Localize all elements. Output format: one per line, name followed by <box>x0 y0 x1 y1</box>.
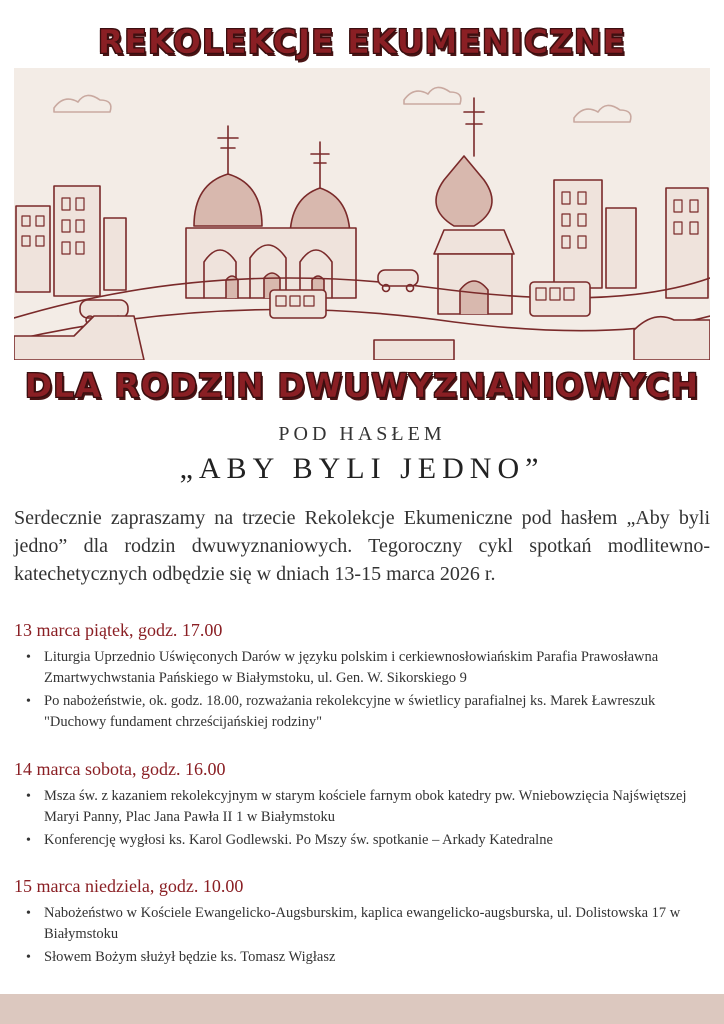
bullet-icon: • <box>26 694 31 709</box>
intro-paragraph: Serdecznie zapraszamy na trzecie Rekolekcje Ekumeniczne pod hasłem „Aby byli jedno” dla rodzin dwuwyznaniowych. Tegoroczny cykl spotkań modlitewno-katechetycznych odbędzie się w dniach 13-15 marca 2026 r. <box>14 507 710 585</box>
city-churches-illustration <box>14 68 710 360</box>
event-heading: 15 marca niedziela, godz. 10.00 <box>14 876 244 896</box>
list-item: • Msza św. z kazaniem rekolekcyjnym w starym kościele farnym obok katedry pw. Wniebowzięcia Najświętszej Maryi Panny, Plac Jana Pawła II 1 w Białymstoku <box>26 788 687 825</box>
list-item: • Nabożeństwo w Kościele Ewangelicko-Augsburskim, kaplica ewangelicko-augsburska, ul. Dolistowska 17 w Białymstoku <box>26 905 681 942</box>
event-heading: 13 marca piątek, godz. 17.00 <box>14 620 223 640</box>
motto-intro: POD HASŁEM <box>278 423 446 445</box>
poster-subheading: DLA RODZIN DWUWYZNANIOWYCH <box>24 366 700 405</box>
list-item: • Konferencję wygłosi ks. Karol Godlewski. Po Mszy św. spotkanie – Arkady Katedralne <box>44 830 710 851</box>
bullet-icon: • <box>26 833 31 848</box>
bullet-icon: • <box>26 906 31 921</box>
bullet-icon: • <box>26 650 31 665</box>
event-day-3 <box>14 875 710 970</box>
list-item: • Po nabożeństwie, ok. godz. 18.00, rozważania rekolekcyjne w świetlicy parafialnej ks. Marek Ławreszuk "Duchowy fundament chrześcijańskiej rodziny" <box>26 693 656 730</box>
bullet-icon: • <box>26 950 31 965</box>
list-item: • Słowem Bożym służył będzie ks. Tomasz Wigłasz <box>44 947 710 968</box>
event-day-2 <box>14 758 710 853</box>
event-list <box>14 647 710 733</box>
bullet-icon: • <box>26 789 31 804</box>
poster-title: REKOLEKCJE EKUMENICZNE <box>97 22 627 61</box>
list-item: • Liturgia Uprzednio Uświęconych Darów w języku polskim i cerkiewnosłowiańskim Parafia Prawosławna Zmartwychwstania Pańskiego w Białymstoku, ul. Gen. W. Sikorskiego 9 <box>26 649 659 686</box>
event-list <box>14 786 710 851</box>
footer-band <box>0 994 724 1024</box>
motto: „ABY BYLI JEDNO” <box>179 452 545 485</box>
event-list <box>14 903 710 968</box>
event-heading: 14 marca sobota, godz. 16.00 <box>14 759 226 779</box>
event-day-1 <box>14 619 710 735</box>
